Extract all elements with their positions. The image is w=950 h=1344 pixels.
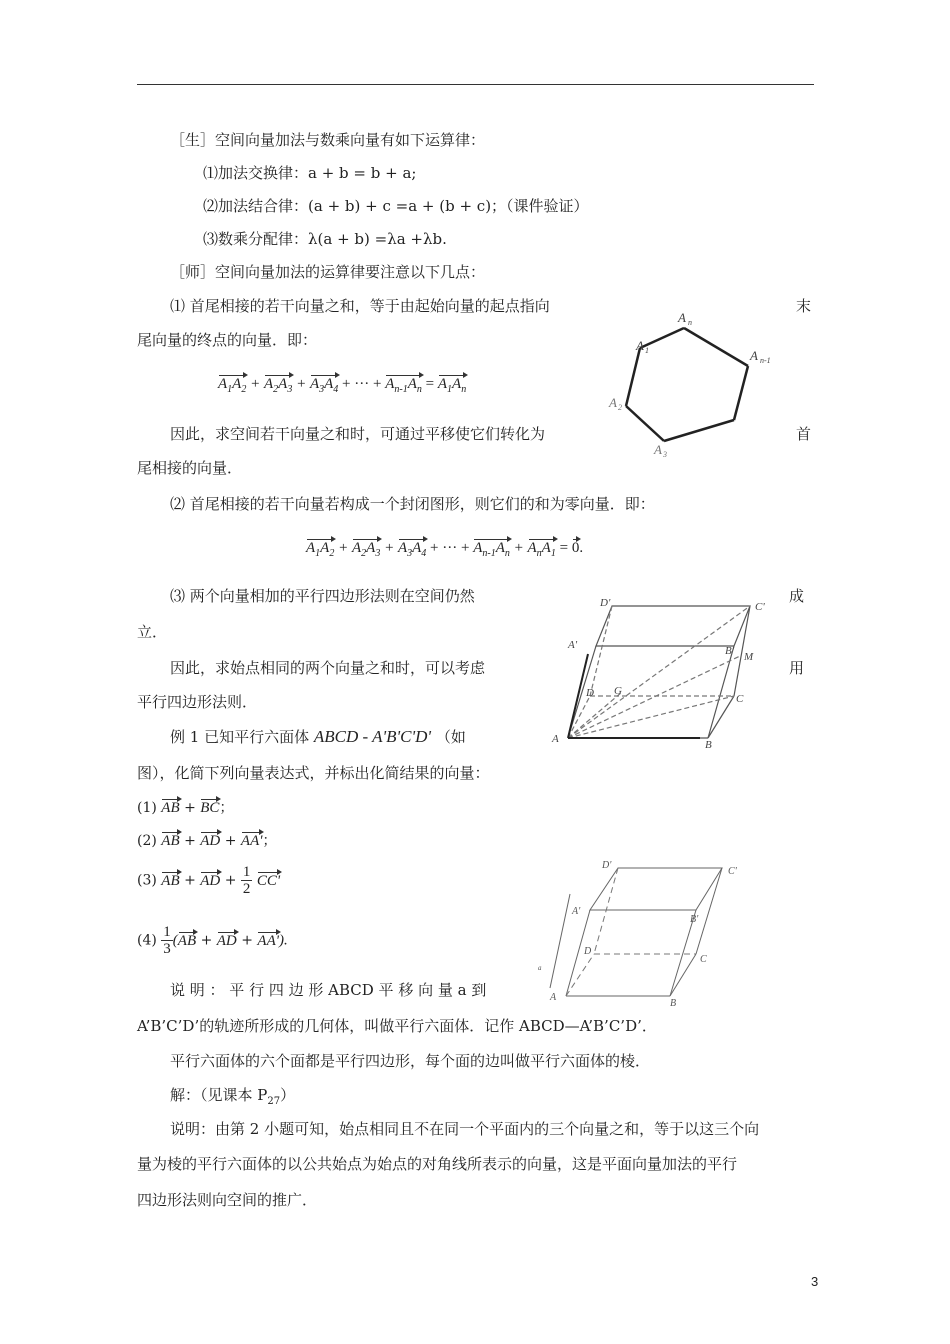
law-distributive: ⑶数乘分配律：λ(a + b) =λa +λb. xyxy=(203,230,447,248)
conclusion-line-2: 量为棱的平行六面体的以公共始点为始点的对角线所表示的向量，这是平面向量加法的平行 xyxy=(137,1155,738,1173)
teacher-note: ［师］空间向量加法的运算律要注意以下几点： xyxy=(170,263,486,281)
label-a3: A xyxy=(654,442,662,457)
parallelepiped-figure-2 xyxy=(530,858,750,1008)
header-rule xyxy=(137,84,814,85)
svg-text:1: 1 xyxy=(645,346,649,355)
example-intro: 例 1 已知平行六面体 ABCD - A'B'C'D' （如 xyxy=(170,727,466,746)
parallelepiped-faces: 平行六面体的六个面都是平行四边形，每个面的边叫做平行六面体的棱． xyxy=(170,1052,651,1070)
svg-text:C': C' xyxy=(755,601,765,613)
svg-text:B: B xyxy=(705,739,712,751)
law-intro: ［生］空间向量加法与数乘向量有如下运算律： xyxy=(170,131,486,149)
conclusion-line-1: 说明：由第 2 小题可知，始点相同且不在同一个平面内的三个向量之和，等于以这三个向 xyxy=(170,1120,760,1138)
svg-text:C': C' xyxy=(728,866,737,877)
svg-text:a: a xyxy=(538,964,542,972)
point3-text-cont: 立． xyxy=(137,623,168,641)
svg-text:D: D xyxy=(584,946,592,957)
point3-conclusion-end: 用 xyxy=(789,659,805,677)
svg-text:A: A xyxy=(552,733,559,745)
svg-text:2: 2 xyxy=(618,403,622,412)
parallelepiped-definition: 说 明 ： 平 行 四 边 形 ABCD 平 移 向 量 a 到 xyxy=(170,981,487,999)
point1-conclusion: 因此，求空间若干向量之和时，可通过平移使它们转化为 xyxy=(170,425,546,443)
svg-text:3: 3 xyxy=(663,450,667,459)
svg-text:D': D' xyxy=(602,860,612,871)
point1-text-end: 末 xyxy=(796,297,812,315)
conclusion-line-3: 四边形法则向空间的推广． xyxy=(137,1191,318,1209)
formula-sum-vectors: $A_1A_2 + A_2A_3 + A_3A_4$ + ··· + $A_{n-1}A_n = A_1A_n$ xyxy=(218,372,466,395)
law-associative: ⑵加法结合律：(a + b) + c =a + (b + c)；（课件验证） xyxy=(203,197,589,215)
point1-conclusion-cont: 尾相接的向量． xyxy=(137,459,243,477)
svg-text:n: n xyxy=(688,318,692,327)
label-an: A xyxy=(678,310,686,325)
svg-text:A': A' xyxy=(568,639,578,651)
svg-text:C: C xyxy=(736,693,744,705)
point1-text: ⑴ 首尾相接的若干向量之和，等于由起始向量的起点指向 xyxy=(170,297,550,315)
label-an-1: A xyxy=(750,348,758,363)
svg-text:D': D' xyxy=(600,597,611,609)
parallelepiped-definition-cont: A’B’C’D’的轨迹所形成的几何体，叫做平行六面体．记作 ABCD—A’B’C’D’． xyxy=(137,1017,657,1035)
svg-text:A': A' xyxy=(572,906,581,917)
svg-text:n-1: n-1 xyxy=(760,356,771,365)
svg-text:A: A xyxy=(550,992,557,1003)
label-a2: A xyxy=(609,395,617,410)
formula-closed-sum: $A_1A_2 + A_2A_3 + A_3A_4$ + ··· + $A_{n-1}A_n + A_nA_1 = 0$. xyxy=(306,536,583,559)
page-number: 3 xyxy=(811,1274,819,1289)
svg-text:M: M xyxy=(744,651,754,663)
example-item-3: (3) AB + AD + $\frac{1}{2}$ CC' xyxy=(137,864,281,897)
example-item-4: (4) $\frac{1}{3}$ (AB + AD + AA'). xyxy=(137,924,288,957)
parallelepiped-figure-1 xyxy=(550,596,776,751)
point1-text-cont: 尾向量的终点的向量．即： xyxy=(137,331,318,349)
svg-text:B': B' xyxy=(690,914,699,925)
polygon-figure xyxy=(602,308,782,460)
example-item-1: (1) AB + BC； xyxy=(137,796,233,817)
label-a1: A xyxy=(636,338,644,353)
point3-conclusion: 因此，求始点相同的两个向量之和时，可以考虑 xyxy=(170,659,486,677)
point3-conclusion-cont: 平行四边形法则． xyxy=(137,693,258,711)
svg-text:G: G xyxy=(614,685,622,697)
point1-conclusion-end: 首 xyxy=(796,425,812,443)
svg-text:B': B' xyxy=(725,645,735,657)
solution-reference: 解：（见课本 $P_{27}$） xyxy=(170,1086,296,1107)
example-item-2: (2) AB + AD + AA'； xyxy=(137,829,276,850)
point3-text-end: 成 xyxy=(789,587,805,605)
example-instruction: 图），化简下列向量表达式，并标出化简结果的向量： xyxy=(137,764,490,782)
svg-text:D: D xyxy=(586,687,594,699)
svg-text:B: B xyxy=(670,998,677,1008)
point2-text: ⑵ 首尾相接的若干向量若构成一个封闭图形，则它们的和为零向量．即： xyxy=(170,495,655,513)
law-commutative: ⑴加法交换律：a + b = b + a; xyxy=(203,164,417,182)
svg-text:C: C xyxy=(700,954,707,965)
point3-text: ⑶ 两个向量相加的平行四边形法则在空间仍然 xyxy=(170,587,475,605)
